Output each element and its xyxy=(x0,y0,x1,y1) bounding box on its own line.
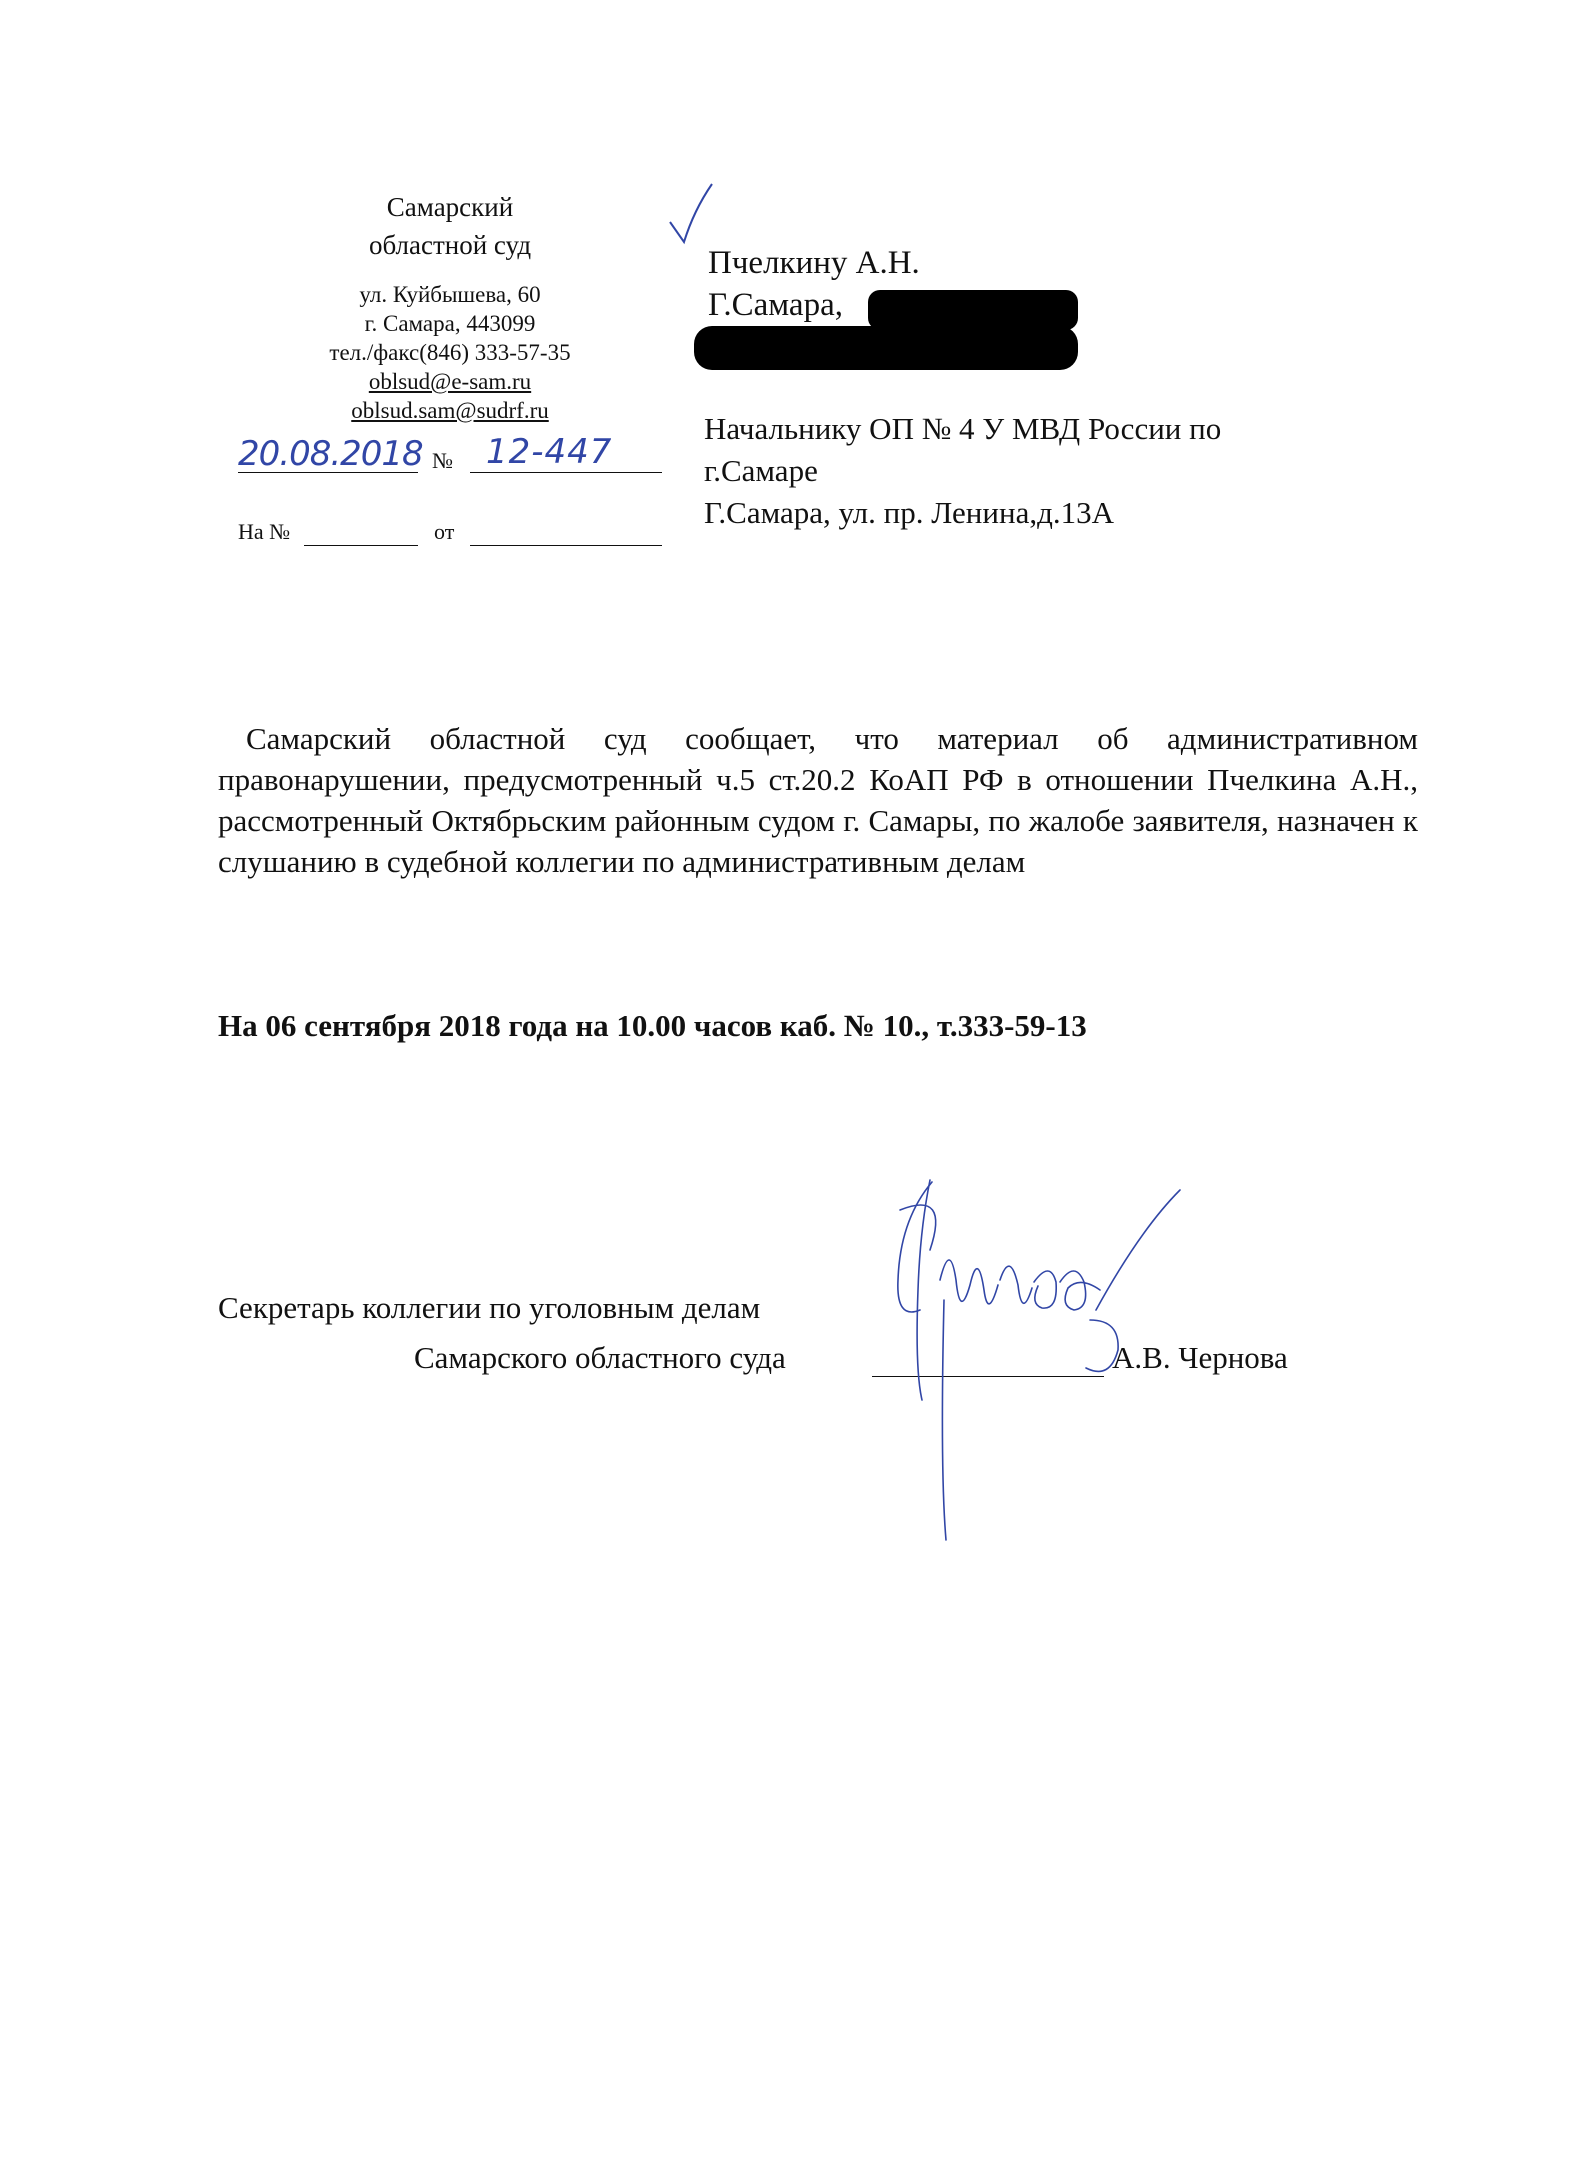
addressee-city: Г.Самара, xyxy=(708,287,843,323)
email-link-2[interactable]: oblsud.sam@sudrf.ru xyxy=(351,398,549,423)
recipient2-line3: Г.Самара, ул. пр. Ленина,д.13А xyxy=(704,495,1114,530)
reference-line xyxy=(238,515,678,555)
court-name-line1: Самарский xyxy=(386,192,514,222)
court-name-line2: областной суд xyxy=(368,230,532,260)
redaction-block xyxy=(868,290,1078,330)
number-symbol: № xyxy=(432,448,453,473)
handwritten-number: 12-447 xyxy=(486,432,613,472)
redaction-block xyxy=(694,326,1078,370)
body-paragraph: Самарский областной суд сообщает, что материал об административном правонарушении, предусмотренный ч.5 ст.20.2 КоАП РФ в отношении Пчелкина А.Н., рассмотренный Октябрьским районным судом г. Самары, по жалобе заявителя, назначен к слушанию в судебной коллегии по административным делам xyxy=(218,721,1418,879)
addressee-name: Пчелкину А.Н. xyxy=(708,245,920,281)
number-underline xyxy=(470,472,662,473)
recipient2-line2: г.Самаре xyxy=(704,453,818,488)
email-link-1[interactable]: oblsud@e-sam.ru xyxy=(368,369,532,394)
signatory-name: А.В. Чернова xyxy=(1112,1340,1288,1375)
handwritten-signature xyxy=(860,1170,1220,1550)
address-street: ул. Куйбышева, 60 xyxy=(359,282,541,307)
hearing-info: На 06 сентября 2018 года на 10.00 часов каб. № 10., т.333-59-13 xyxy=(218,1008,1087,1043)
phone: тел./факс(846) 333-57-35 xyxy=(329,340,571,365)
signatory-title-line2: Самарского областного суда xyxy=(414,1340,786,1375)
from-underline xyxy=(470,545,662,546)
signatory-title-line1: Секретарь коллегии по уголовным делам xyxy=(218,1290,761,1325)
handwritten-date: 20.08.2018 xyxy=(238,434,423,474)
court-name xyxy=(300,188,600,264)
from-label: от xyxy=(434,519,455,544)
date-underline xyxy=(238,472,418,473)
address-city: г. Самара, 443099 xyxy=(364,311,536,336)
ref-label: На № xyxy=(238,519,291,544)
recipient2-line1: Начальнику ОП № 4 У МВД России по xyxy=(704,411,1222,446)
second-recipient xyxy=(704,408,1221,534)
court-address xyxy=(290,280,610,425)
registration-line xyxy=(238,432,678,480)
ref-underline xyxy=(304,545,418,546)
